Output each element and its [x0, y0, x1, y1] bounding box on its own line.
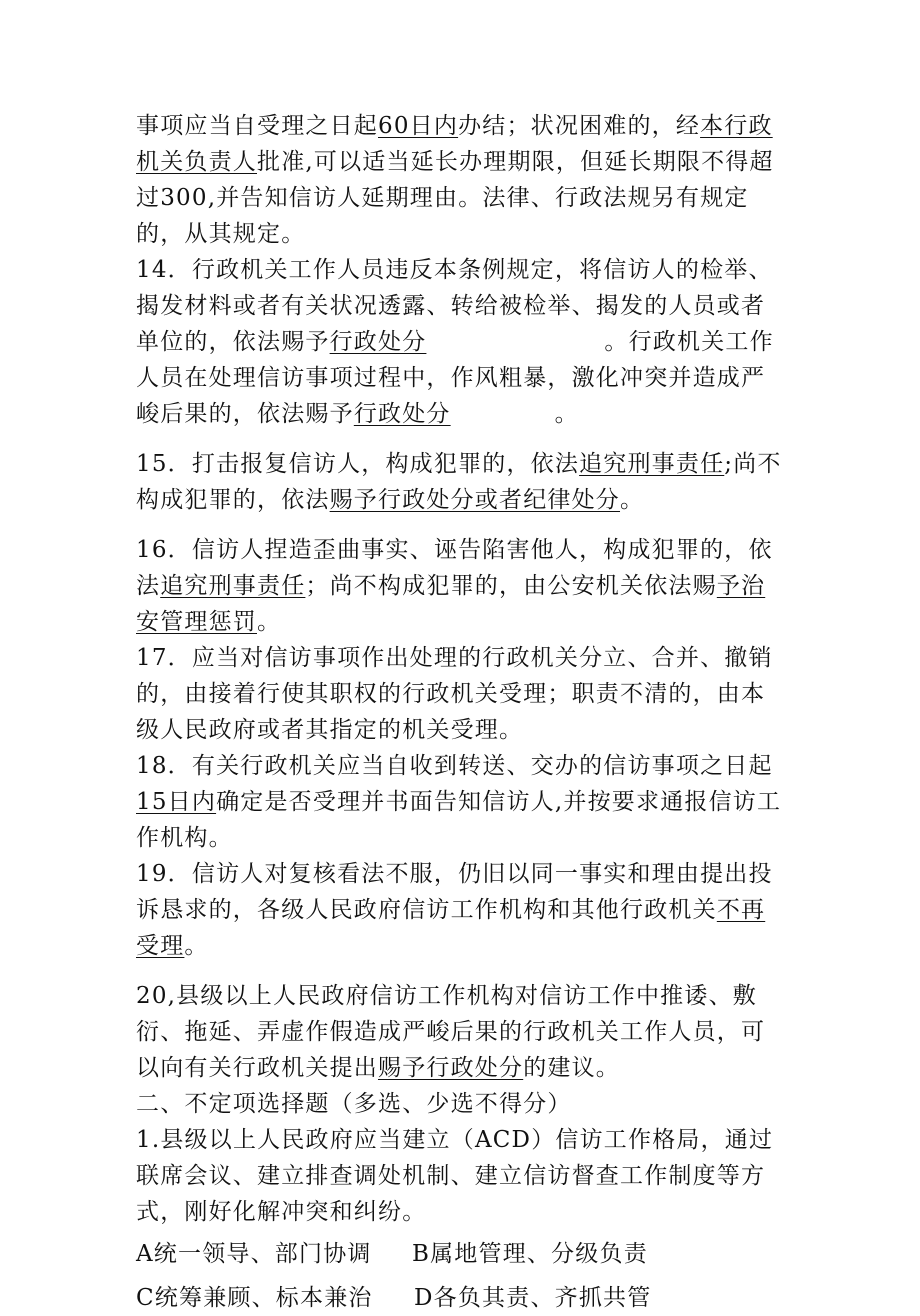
answer-text: 行政处分: [329, 329, 427, 355]
text: 确定是否受理并书面告知信访人,并按要求通报信访工作机构。: [136, 789, 782, 851]
answer-underlined: 予治安管理惩罚: [136, 573, 766, 635]
answer-underlined: 60日内: [378, 113, 459, 139]
option-b: B属地管理、分级负责: [412, 1241, 648, 1267]
document-page: [136, 108, 786, 1316]
text: 15．打击报复信访人，构成犯罪的，依法: [136, 451, 580, 477]
text: 。: [620, 487, 645, 513]
answer-underlined: 赐予行政处分或者纪律处分: [329, 487, 621, 513]
text: 19．信访人对复核看法不服，仍旧以同一事实和理由提出投诉恳求的，各级人民政府信访工作机构和其他行政机关: [136, 861, 773, 923]
answer-underlined: [330, 329, 605, 355]
paragraph-14: [136, 252, 786, 432]
options-row-2: [136, 1280, 786, 1316]
answer-text: 行政处分: [353, 401, 451, 427]
text: 20,县级以上人民政府信访工作机构对信访工作中推诿、敷衍、拖延、弄虚作假造成严峻后果的行政机关工作人员，可以向有关行政机关提出: [136, 983, 766, 1081]
paragraph-18: [136, 748, 786, 856]
section-heading: 二、不定项选择题（多选、少选不得分）: [136, 1091, 572, 1117]
text: 。: [257, 609, 282, 635]
text: 的建议。: [523, 1055, 621, 1081]
answer-underlined: 不再受理: [136, 897, 766, 959]
option-d: D各负其责、齐抓共管: [414, 1285, 652, 1311]
question-1: 1.县级以上人民政府应当建立（ACD）信访工作格局，通过联席会议、建立排查调处机制、建立信访督查工作制度等方式，刚好化解冲突和纠纷。: [136, 1127, 774, 1225]
text: 。: [184, 933, 209, 959]
answer-underlined: 15日内: [136, 789, 217, 815]
text: 17．应当对信访事项作出处理的行政机关分立、合并、撤销的，由接着行使其职权的行政机关受理；职责不清的，由本级人民政府或者其指定的机关受理。: [136, 645, 773, 743]
text: 办结；状况困难的，经: [458, 113, 701, 139]
answer-underlined: 本行政机关负责人: [136, 113, 773, 175]
answer-underlined: 追究刑事责任: [579, 451, 725, 477]
paragraph-13-continued: [136, 108, 786, 252]
options-row-1: [136, 1236, 786, 1272]
answer-underlined: 追究刑事责任: [160, 573, 306, 599]
option-c: C统筹兼顾、标本兼治: [136, 1285, 373, 1311]
text: ;尚不构成犯罪的，依法: [136, 451, 782, 513]
text: 。: [554, 401, 579, 427]
paragraph-19: [136, 856, 786, 964]
text: 18．有关行政机关应当自收到转送、交办的信访事项之日起: [136, 753, 773, 779]
text: 批准,可以适当延长办理期限，但延长期限不得超过300,并告知信访人延期理由。法律、行政法规另有规定的，从其规定。: [136, 149, 774, 247]
paragraph-16: [136, 532, 786, 640]
text: 。行政机关工作人员在处理信访事项过程中，作风粗暴，激化冲突并造成严峻后果的，依法赐予: [136, 329, 774, 427]
text: 14．行政机关工作人员违反本条例规定，将信访人的检举、揭发材料或者有关状况透露、转给被检举、揭发的人员或者单位的，依法赐予: [136, 257, 773, 355]
option-a: A统一领导、部门协调: [136, 1241, 372, 1267]
text: 16．信访人捏造歪曲事实、诬告陷害他人，构成犯罪的，依法: [136, 537, 773, 599]
text: 事项应当自受理之日起: [136, 113, 378, 139]
answer-underlined: [354, 401, 555, 427]
paragraph-17: [136, 640, 786, 748]
paragraph-20: [136, 978, 786, 1086]
text: ；尚不构成犯罪的，由公安机关依法赐: [305, 573, 717, 599]
paragraph-15: [136, 446, 786, 518]
answer-underlined: 赐予行政处分: [378, 1055, 524, 1081]
